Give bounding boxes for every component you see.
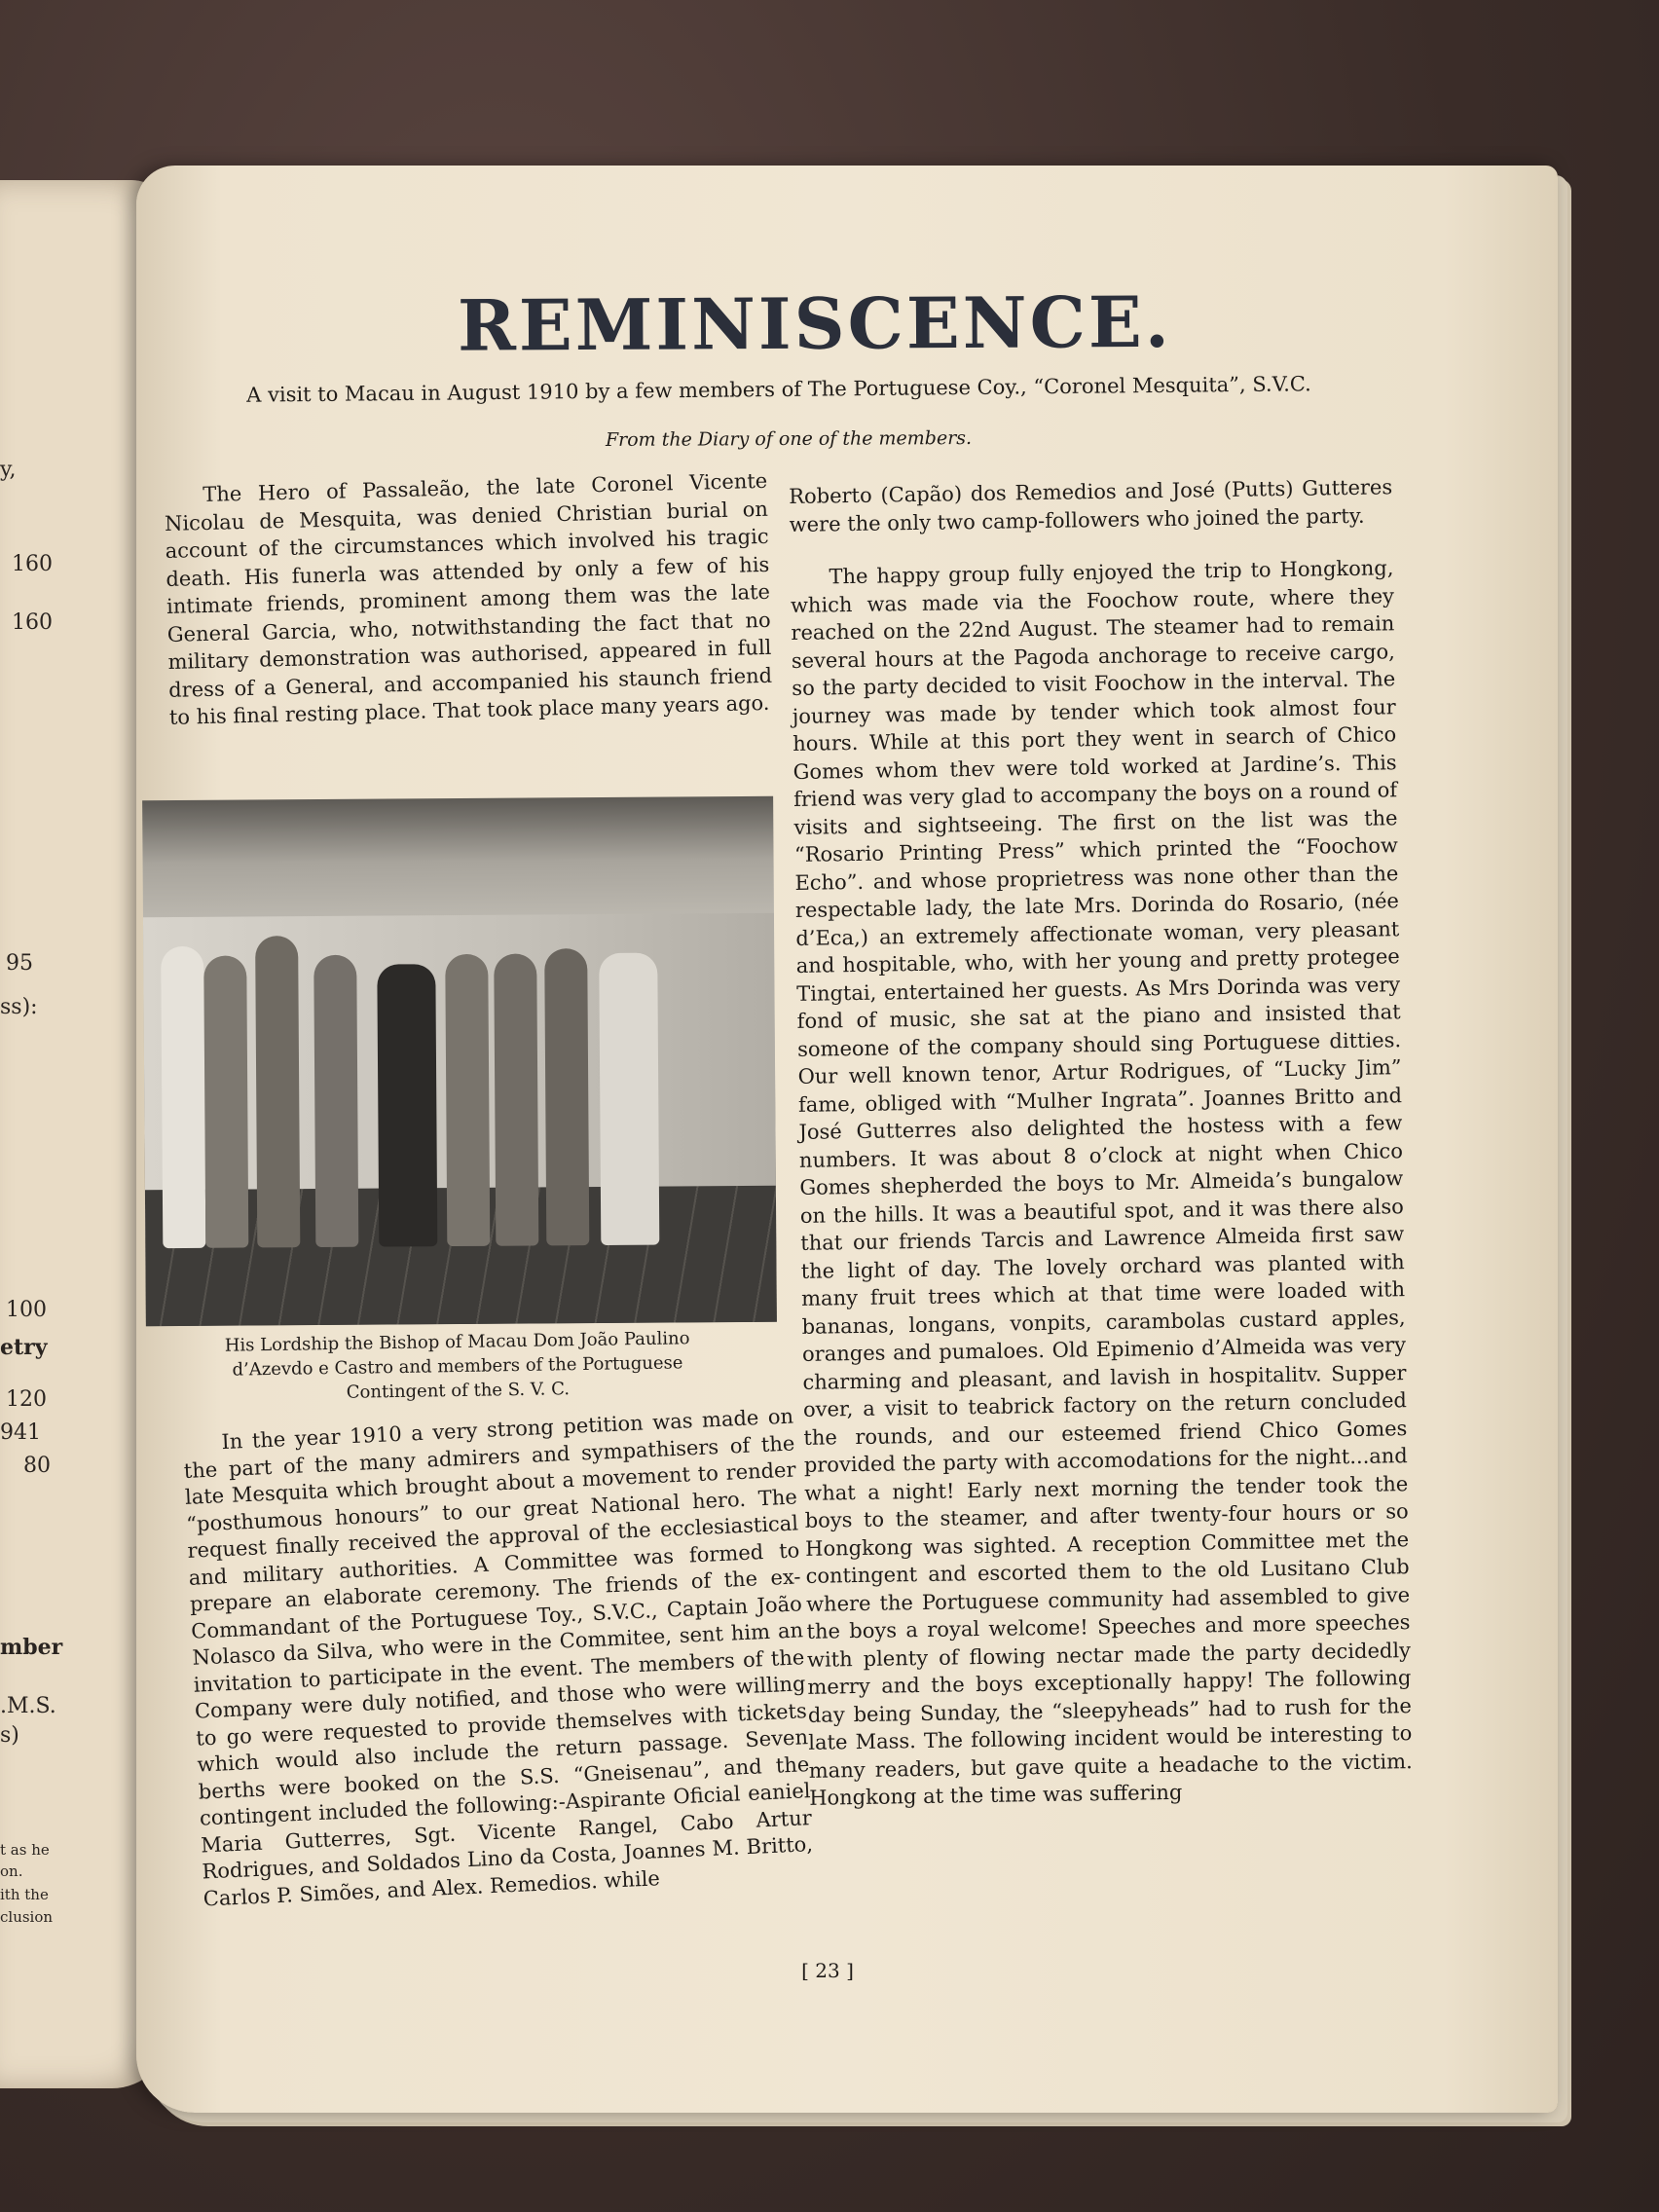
group-photo	[142, 796, 777, 1327]
left-column-top	[164, 467, 774, 757]
paragraph: The happy group fully enjoyed the trip to Hongkong, which was made via the Foochow route, where they reached on the 22nd August. The steamer had to remain several hours at the Pagoda anchorage to receive cargo, so the party decided to visit Foochow in the interval. The journey was made by tender which took almost four hours. While at this port they went in search of Chico Gomes whom thev were told worked at Jardine’s. This friend was very glad to accompany the boys on a round of visits and sightseeing. The first on the list was the “Rosario Printing Press” which printed the “Foochow Echo”. and whose proprietress was none other than the respectable lady, the late Mrs. Dorinda do Rosario, (née d’Eca,) an extremely affectionate woman, very pleasant and hospitable, who, with her young and pretty protegee Tingtai, entertained her guests. As Mrs Dorinda was very fond of music, she sat at the piano and insisted that someone of the company should sing Portuguese ditties. Our well known tenor, Artur Rodrigues, of “Lucky Jim” fame, obliged with “Mulher Ingrata”. Joannes Britto and José Gutterres also delighted the hostess with a few numbers. It was about 8 o’clock at night when Chico Gomes shepherded the boys to Mr. Almeida’s bungalow on the hills. It was a beautiful spot, and it was there also that our friends Tarcis and Lawrence Almeida first saw the light of day. The lovely orchard was planted with many fruit trees which at that time were loaded with bananas, longans, vonpits, carambolas custard apples, oranges and pumaloes. Old Epimenio d’Almeida was very charming and pleasant, and lavish in hospitalitv. Supper over, a visit to teabrick factory on the return concluded the rounds, and our esteemed friend Chico Gomes provided the party with accomodations for the night...and what a night! Early next morning the tender took the boys to the steamer, and after twenty-four hours or so Hongkong was sighted. A reception Committee met the contingent and escorted them to the old Lusitano Club where the Portuguese community had assembled to give the boys a royal welcome! Speeches and more speeches with plenty of flowing nectar made the party decidedly merry and the boys exceptionally happy! The following day being Sunday, the “sleepyheads” had to rush for the late Mass. The following incident would be interesting to many readers, but gave quite a headache to the victim. Hongkong at the time was suffering	[790, 556, 1413, 1810]
left-page-fragment: 95	[6, 951, 33, 976]
left-page-fragment: clusion	[0, 1908, 54, 1926]
photo-figure	[313, 955, 358, 1247]
photo-caption: His Lordship the Bishop of Macau Dom João Paulino d’Azevdo e Castro and members of the Portuguese Contingent of the S. V. C.	[224, 1328, 690, 1403]
paragraph: In the year 1910 a very strong petition was made on the part of the many admirers and sympathisers of the late Mesquita which brought about a movement to render “posthumous honours” to our great National hero. The request finally received the approval of the ecclesiastical and military authorities. A Committee was formed to prepare an elaborate ceremony. The friends of the ex-Commandant of the Portuguese Toy., S.V.C., Captain João Nolasco da Silva, who were in the Commitee, sent him an invitation to participate in the event. The members of the Company were duly notified, and those who were willing to go were requested to provide themselves with tickets which would also include the return passage. Seven berths were booked on the S.S. “Gneisenau”, and the contingent included the following:-Aspirante Oficial eaniel Maria Gutterres, Sgt. Vicente Rangel, Cabo Artur Rodrigues, and Soldados Lino da Costa, Joannes M. Britto, Carlos P. Simões, and Alex. Remedios. while	[183, 1404, 814, 1910]
photo-figure	[494, 953, 538, 1245]
left-page-fragment: mber	[0, 1635, 63, 1660]
left-page-fragment: .M.S.	[0, 1694, 56, 1718]
photo-figure	[445, 954, 490, 1246]
paragraph: The Hero of Passaleão, the late Coronel Vicente Nicolau de Mesquita, was denied Christian burial on account of the circumstances which involved his tragic death. His funerla was attended by only a few of his intimate friends, prominent among them was the late General Garcia, who, notwithstanding the fact that no military demonstration was authorised, appeared in full dress of a General, and accompanied his staunch friend to his final resting place. That took place many years ago.	[164, 468, 773, 729]
left-page-fragment: etry	[0, 1335, 48, 1360]
left-page-fragment: s)	[0, 1723, 19, 1748]
left-page-fragment: 941	[0, 1420, 41, 1445]
left-page-fragment: t as he	[0, 1841, 50, 1859]
left-page-fragment: ss):	[0, 995, 38, 1019]
left-page-fragment: 120	[6, 1387, 47, 1412]
article-subtitle: A visit to Macau in August 1910 by a few members of The Portuguese Coy., “Coronel Mesquita”, S.V.C.	[246, 372, 1311, 407]
left-page-fragment: y,	[0, 458, 17, 482]
photo-figure	[203, 956, 248, 1248]
photo-figure	[599, 953, 659, 1245]
left-page-fragment: 80	[23, 1454, 51, 1478]
left-page-fragment: 100	[6, 1298, 47, 1322]
photo-figure	[377, 964, 437, 1246]
left-page-fragment: on.	[0, 1862, 23, 1880]
left-page-fragment: ith the	[0, 1886, 49, 1903]
photo-figure	[161, 946, 205, 1248]
left-page-fragment: 160	[12, 552, 53, 576]
photo-figure	[255, 936, 300, 1247]
left-column-bottom	[182, 1404, 816, 1938]
page-number: [ 23 ]	[801, 1959, 854, 1982]
article-attribution: From the Diary of one of the members.	[605, 427, 973, 451]
right-column	[789, 473, 1414, 1837]
photo-figure	[544, 948, 589, 1245]
article-title: REMINISCENCE.	[457, 279, 1173, 367]
left-page-fragment: 160	[12, 610, 53, 635]
paragraph: Roberto (Capão) dos Remedios and José (Putts) Gutteres were the only two camp-followers who joined the party.	[789, 475, 1393, 536]
